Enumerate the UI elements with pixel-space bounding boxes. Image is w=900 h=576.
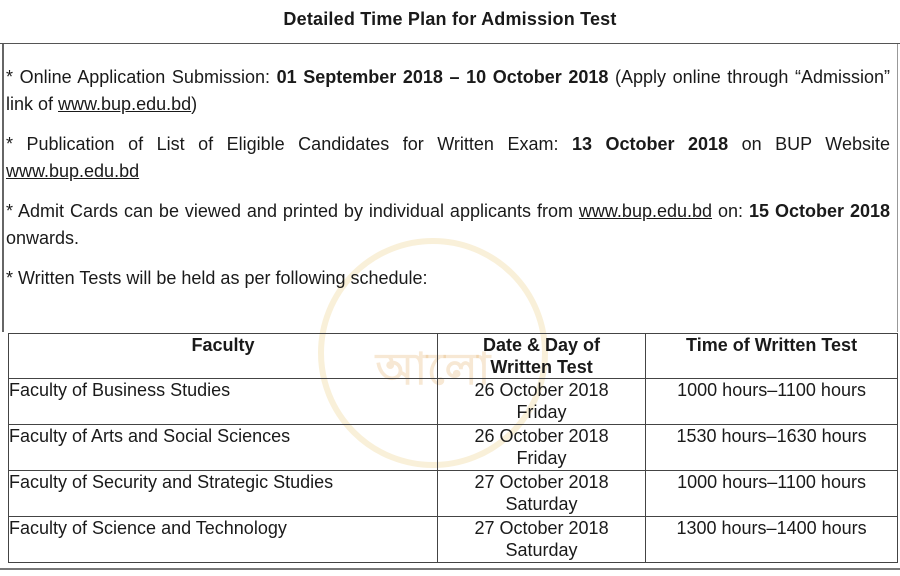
p1-link: www.bup.edu.bd (58, 94, 192, 114)
p1-suffix: ) (191, 94, 198, 114)
p2-prefix: * Publication of List of Eligible Candidates for Written Exam: (6, 134, 572, 154)
p3-suffix: onwards. (6, 228, 80, 248)
paragraph-admit-cards (6, 198, 890, 252)
title-box (0, 0, 900, 44)
table-row (9, 517, 898, 563)
p2-link: www.bup.edu.bd (6, 161, 140, 181)
cell-day-value: Friday (516, 448, 567, 468)
schedule-table (8, 333, 898, 563)
header-date-line2: Written Test (490, 357, 593, 377)
bottom-border-line (0, 568, 900, 570)
cell-time: 1300 hours–1400 hours (646, 517, 898, 563)
cell-day-value: Saturday (505, 494, 578, 514)
header-date (437, 334, 645, 379)
info-section (6, 64, 890, 305)
cell-date-value: 26 October 2018 (474, 380, 609, 400)
paragraph-online-application (6, 64, 890, 118)
paragraph-written-tests: * Written Tests will be held as per following schedule: (6, 268, 428, 288)
left-border-line (2, 44, 4, 332)
table-row (9, 379, 898, 425)
cell-date-value: 27 October 2018 (474, 472, 609, 492)
watermark-text: আলো (375, 344, 491, 395)
p3-date: 15 October 2018 (748, 201, 890, 221)
cell-date (437, 471, 645, 517)
cell-date-value: 26 October 2018 (474, 426, 609, 446)
p3-middle: on: (712, 201, 749, 221)
cell-faculty: Faculty of Science and Technology (9, 517, 438, 563)
cell-time: 1530 hours–1630 hours (646, 425, 898, 471)
cell-faculty: Faculty of Security and Strategic Studies (9, 471, 438, 517)
p1-middle: (Apply online through “Admission” link of (6, 67, 890, 114)
header-time: Time of Written Test (646, 334, 898, 379)
cell-date-value: 27 October 2018 (474, 518, 609, 538)
p1-dates: 01 September 2018 – 10 October 2018 (276, 67, 609, 87)
table-row (9, 471, 898, 517)
right-border-line (897, 44, 899, 332)
cell-date (437, 517, 645, 563)
p3-link: www.bup.edu.bd (578, 201, 713, 221)
table-header-row (9, 334, 898, 379)
header-date-line1: Date & Day of (483, 335, 601, 355)
table-row (9, 425, 898, 471)
cell-faculty: Faculty of Business Studies (9, 379, 438, 425)
cell-date (437, 425, 645, 471)
p2-middle: on BUP Website (728, 134, 891, 154)
header-faculty: Faculty (9, 334, 438, 379)
cell-faculty: Faculty of Arts and Social Sciences (9, 425, 438, 471)
p1-prefix: * Online Application Submission: (6, 67, 277, 87)
cell-time: 1000 hours–1100 hours (646, 379, 898, 425)
cell-time: 1000 hours–1100 hours (646, 471, 898, 517)
page-title: Detailed Time Plan for Admission Test (283, 9, 617, 29)
p2-date: 13 October 2018 (571, 134, 729, 154)
cell-day-value: Friday (516, 402, 567, 422)
paragraph-eligible-list (6, 131, 890, 185)
cell-day-value: Saturday (505, 540, 578, 560)
cell-date (437, 379, 645, 425)
p3-prefix: * Admit Cards can be viewed and printed by individual applicants from (6, 201, 579, 221)
